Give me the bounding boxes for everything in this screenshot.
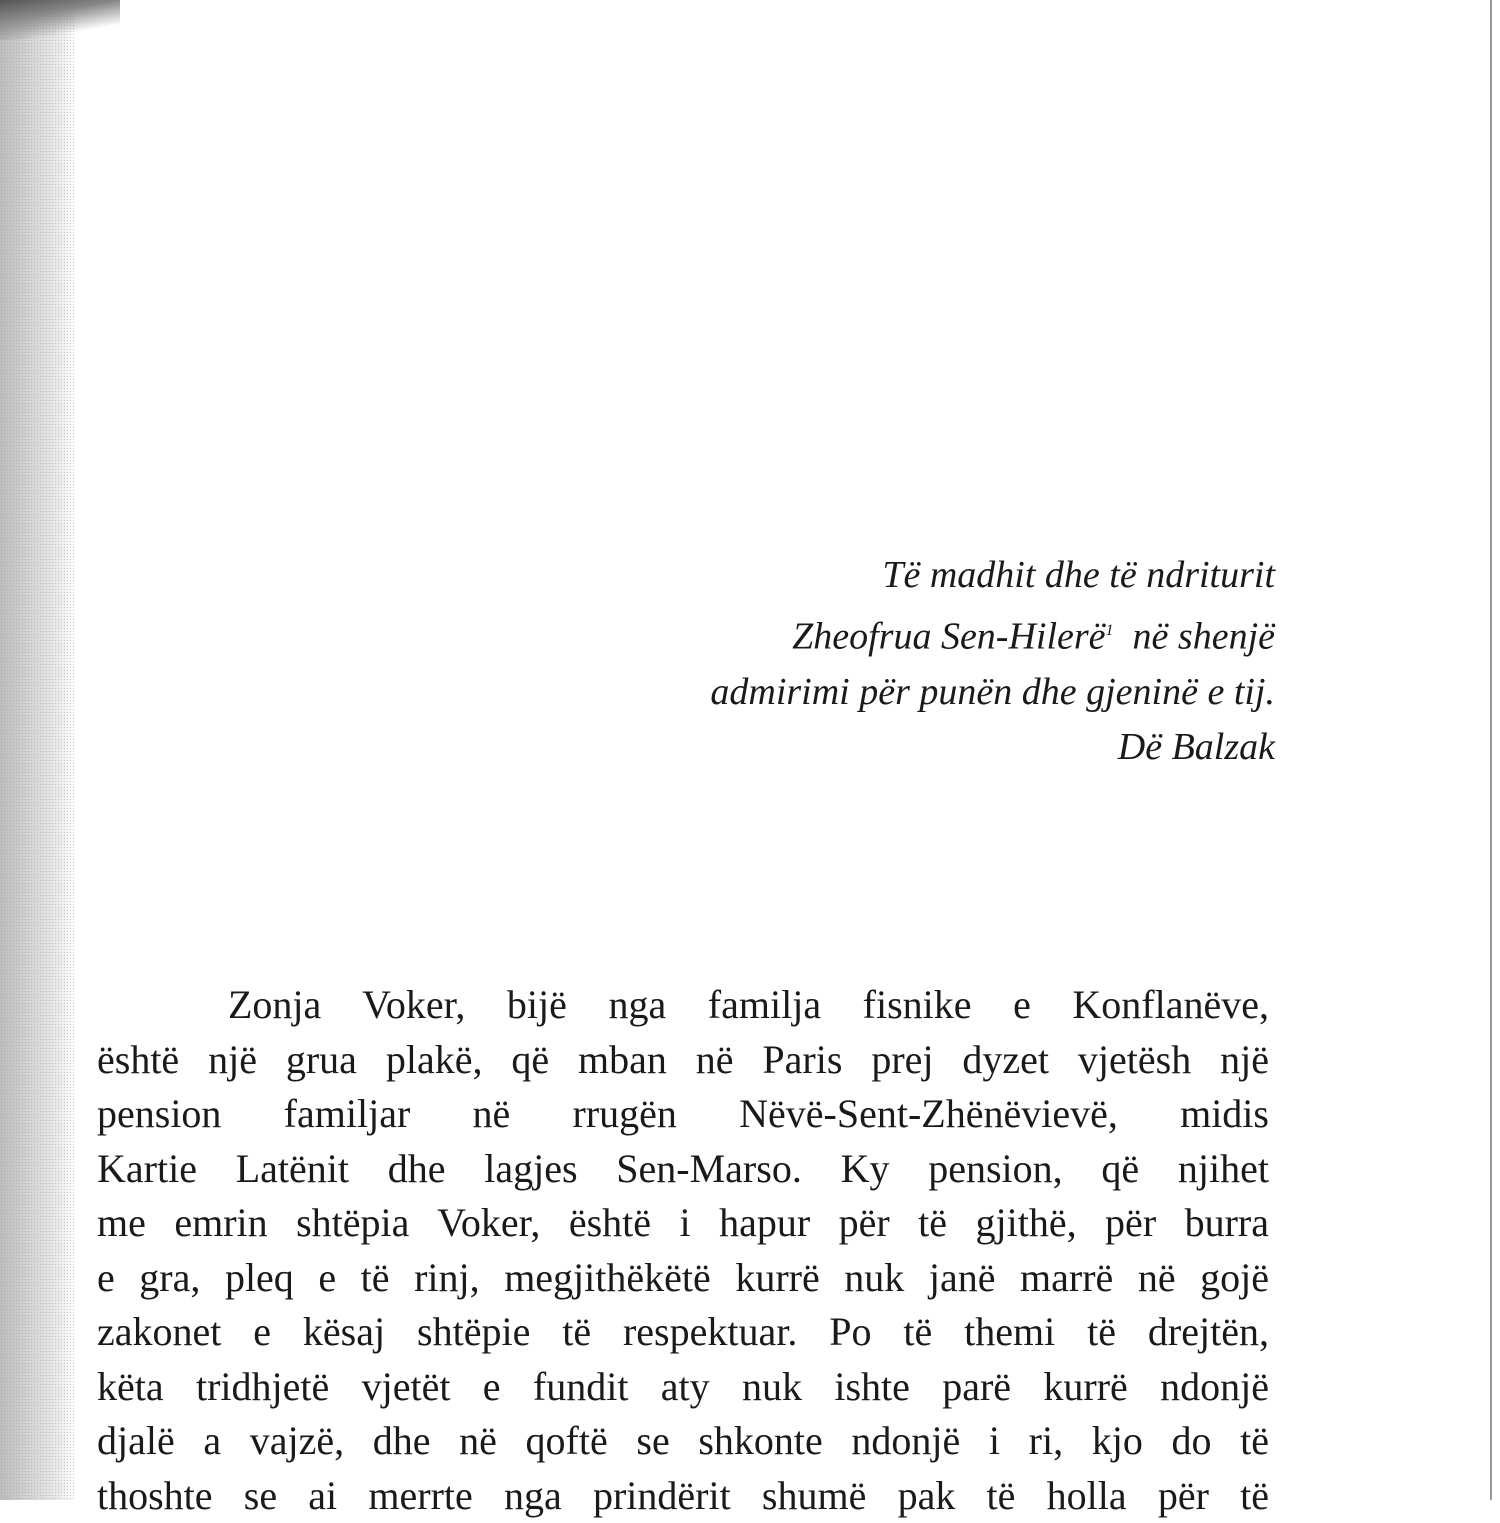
page-edge-right xyxy=(1490,0,1492,1500)
dedication-name: Zheofrua Sen-Hilerë xyxy=(792,616,1105,658)
text-line: djalë a vajzë, dhe në qoftë se shkonte ndonjë i ri, kjo do të xyxy=(97,1414,1269,1469)
text-line: e gra, pleq e të rinj, megjithëkëtë kurrë nuk janë marrë në gojë xyxy=(97,1251,1269,1306)
dedication-signature: Dë Balzak xyxy=(710,720,1275,775)
dedication-line xyxy=(710,603,1275,665)
text-line: zakonet e kësaj shtëpie të respektuar. Po të themi të drejtën, xyxy=(97,1305,1269,1360)
text-line: është një grua plakë, që mban në Paris prej dyzet vjetësh një xyxy=(97,1033,1269,1088)
dedication-line: Të madhit dhe të ndriturit xyxy=(710,548,1275,603)
text-line: me emrin shtëpia Voker, është i hapur për të gjithë, për burra xyxy=(97,1196,1269,1251)
text-line: Kartie Latënit dhe lagjes Sen-Marso. Ky pension, që njihet xyxy=(97,1142,1269,1197)
dedication-line: admirimi për punën dhe gjeninë e tij. xyxy=(710,665,1275,720)
body-paragraph xyxy=(97,978,1269,1523)
scan-corner-shadow xyxy=(0,0,120,40)
text-line: thoshte se ai merrte nga prindërit shumë pak të holla për të xyxy=(97,1469,1269,1523)
dedication xyxy=(710,548,1275,775)
text-line: këta tridhjetë vjetët e fundit aty nuk ishte parë kurrë ndonjë xyxy=(97,1360,1269,1415)
footnote-marker: 1 xyxy=(1106,622,1114,639)
text-line: pension familjar në rrugën Nëvë-Sent-Zhënëvievë, midis xyxy=(97,1087,1269,1142)
scan-shadow-left xyxy=(0,0,75,1500)
text-line: Zonja Voker, bijë nga familja fisnike e Konflanëve, xyxy=(97,978,1269,1033)
dedication-text: në shenjë xyxy=(1133,616,1275,658)
